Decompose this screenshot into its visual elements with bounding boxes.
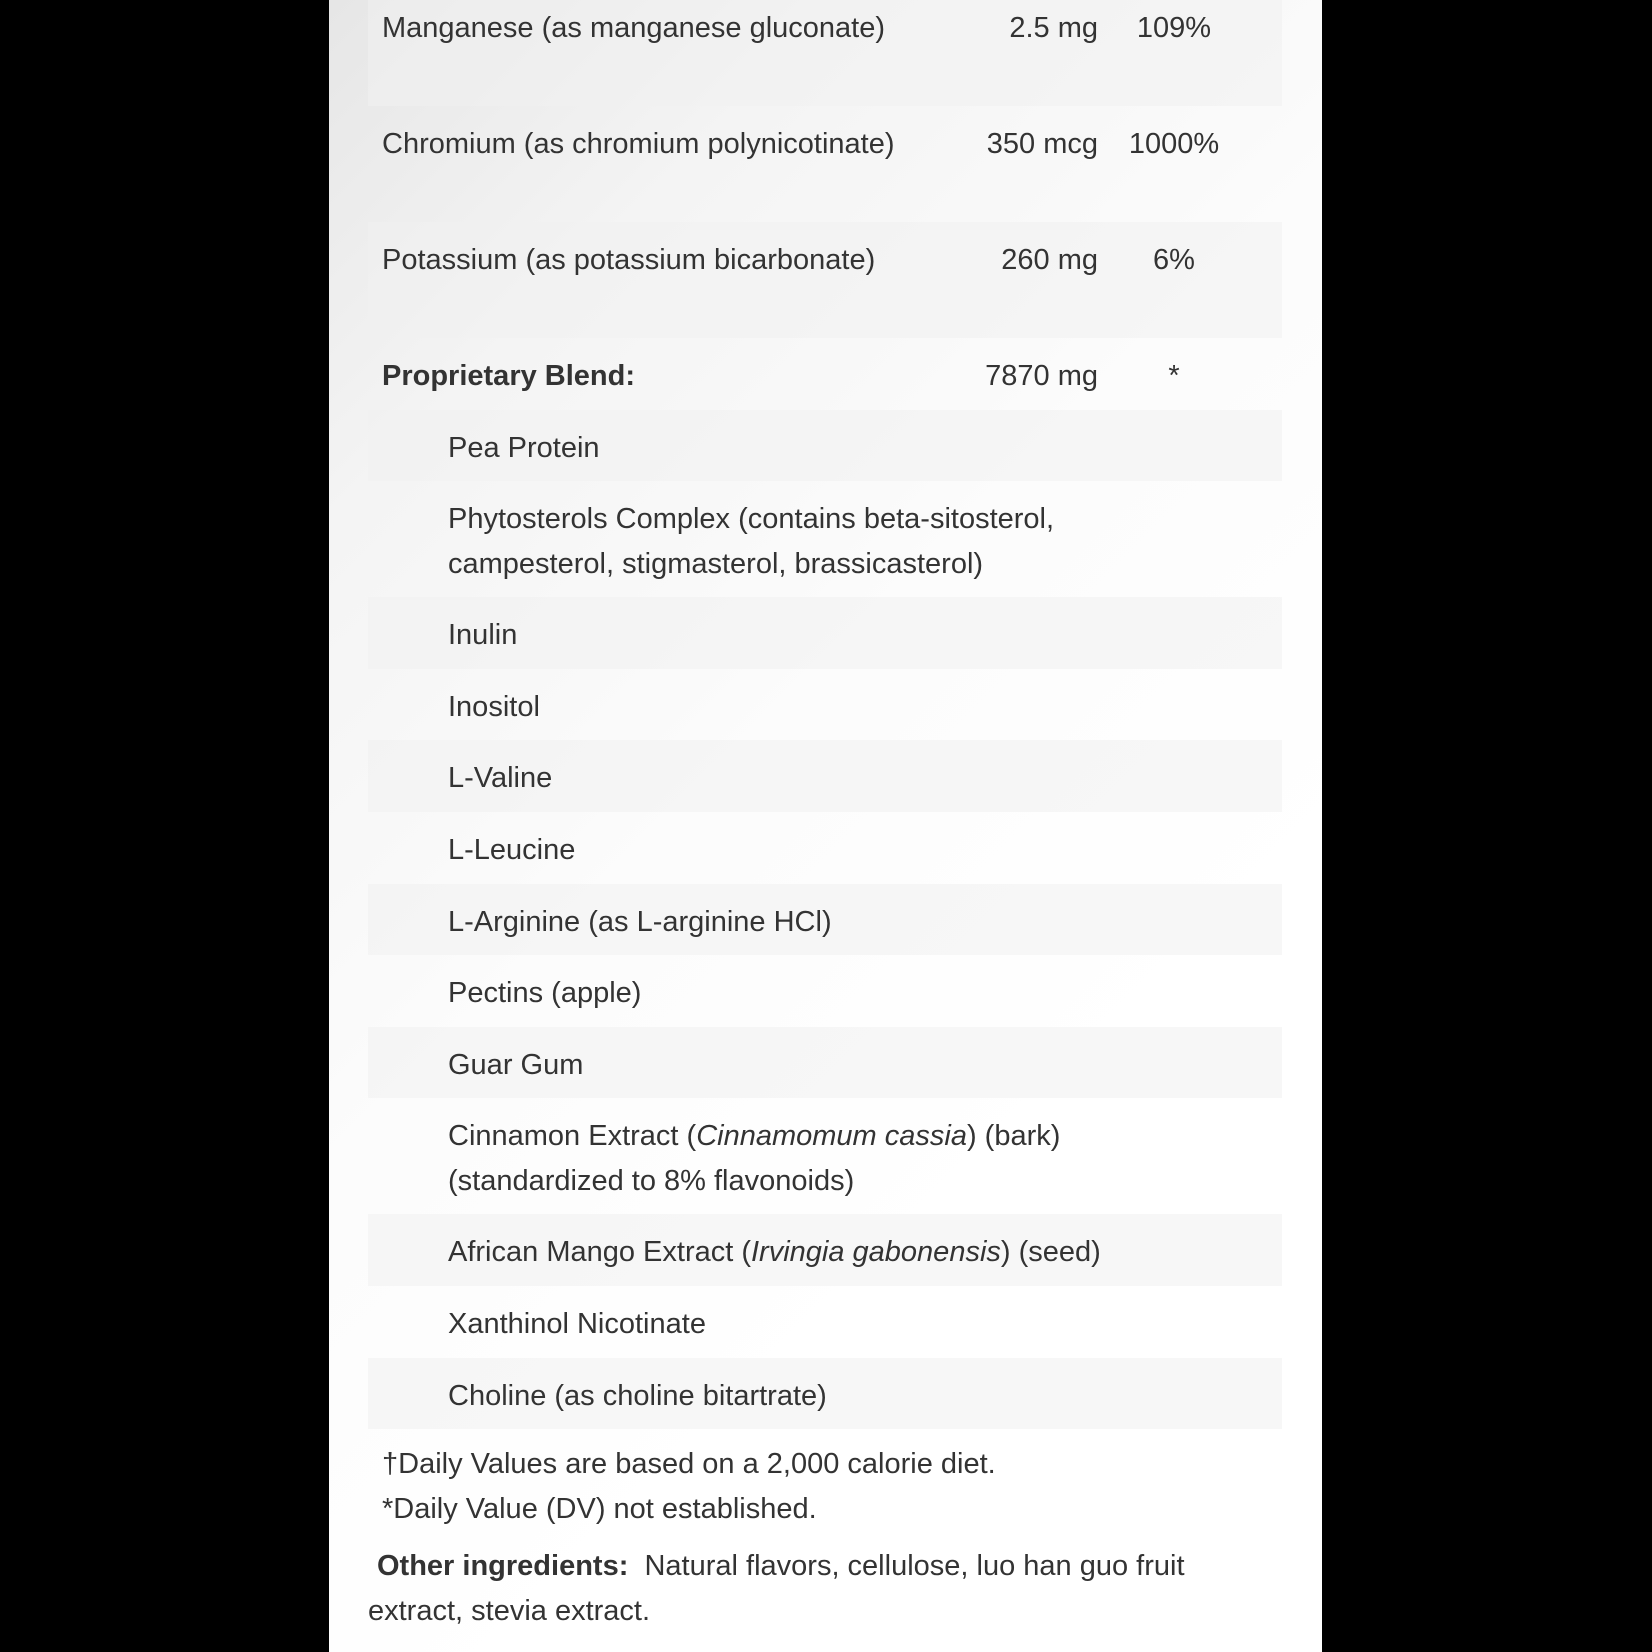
table-row [368,0,1282,106]
ingredient-amount: 2.5 mg [1009,12,1098,44]
other-ingredients-text: Natural flavors, cellulose, luo han guo fruit extract, stevia extract. [368,1550,1185,1627]
latin-name: Cinnamomum cassia [696,1120,967,1153]
blend-ingredient: Guar Gum [448,1048,584,1081]
blend-ingredient: Phytosterols Complex (contains beta-sitosterol, campesterol, stigmasterol, brassicasterol) [448,503,1055,581]
blend-ingredient: Xanthinol Nicotinate [448,1307,706,1340]
table-row [368,410,1282,482]
ingredient-name: Manganese (as manganese gluconate) [382,12,885,44]
blend-ingredient: L-Leucine [448,833,576,866]
blend-ingredient: Cinnamon Extract (Cinnamomum cassia) (bark) (standardized to 8% flavonoids) [448,1120,1061,1198]
blend-ingredient: Pectins (apple) [448,977,642,1010]
table-row [368,955,1282,1027]
proprietary-blend-row [368,338,1282,410]
supplement-facts-table [368,0,1282,1429]
table-row [368,669,1282,741]
table-row [368,1358,1282,1430]
table-row [368,1286,1282,1358]
ingredient-name: Chromium (as chromium polynicotinate) [382,128,895,160]
other-ingredients-label: Other ingredients: [377,1550,629,1582]
table-row [368,884,1282,956]
table-row [368,1027,1282,1099]
other-ingredients [368,1544,1268,1634]
ingredient-daily-value: 6% [1153,244,1195,276]
supplement-facts-panel [329,0,1322,1652]
ingredient-amount: 350 mcg [986,128,1098,160]
ingredient-daily-value: 109% [1136,12,1212,44]
table-row [368,740,1282,812]
table-row [368,812,1282,884]
blend-ingredient: Choline (as choline bitartrate) [448,1379,827,1412]
latin-name: Irvingia gabonensis [751,1236,1001,1269]
footnote-daily-values: †Daily Values are based on a 2,000 calorie diet. [382,1448,996,1480]
table-row [368,1098,1282,1214]
footnote-dv-not-established: *Daily Value (DV) not established. [382,1493,817,1525]
table-row [368,1214,1282,1286]
blend-ingredient: Inulin [448,619,518,652]
table-row [368,222,1282,338]
blend-ingredient: L-Arginine (as L-arginine HCl) [448,905,832,938]
ingredient-daily-value: 1000% [1128,128,1220,160]
blend-ingredient: Inositol [448,690,540,723]
ingredient-amount: 260 mg [1001,244,1098,276]
ingredient-name: Potassium (as potassium bicarbonate) [382,244,876,276]
table-row [368,481,1282,597]
table-row [368,106,1282,222]
table-row [368,597,1282,669]
blend-daily-value: * [1168,360,1180,392]
blend-ingredient: Pea Protein [448,431,600,464]
blend-ingredient: L-Valine [448,762,553,795]
blend-ingredient: African Mango Extract (Irvingia gabonensis) (seed) [448,1236,1101,1269]
blend-amount: 7870 mg [985,360,1098,392]
blend-label: Proprietary Blend: [382,360,635,392]
